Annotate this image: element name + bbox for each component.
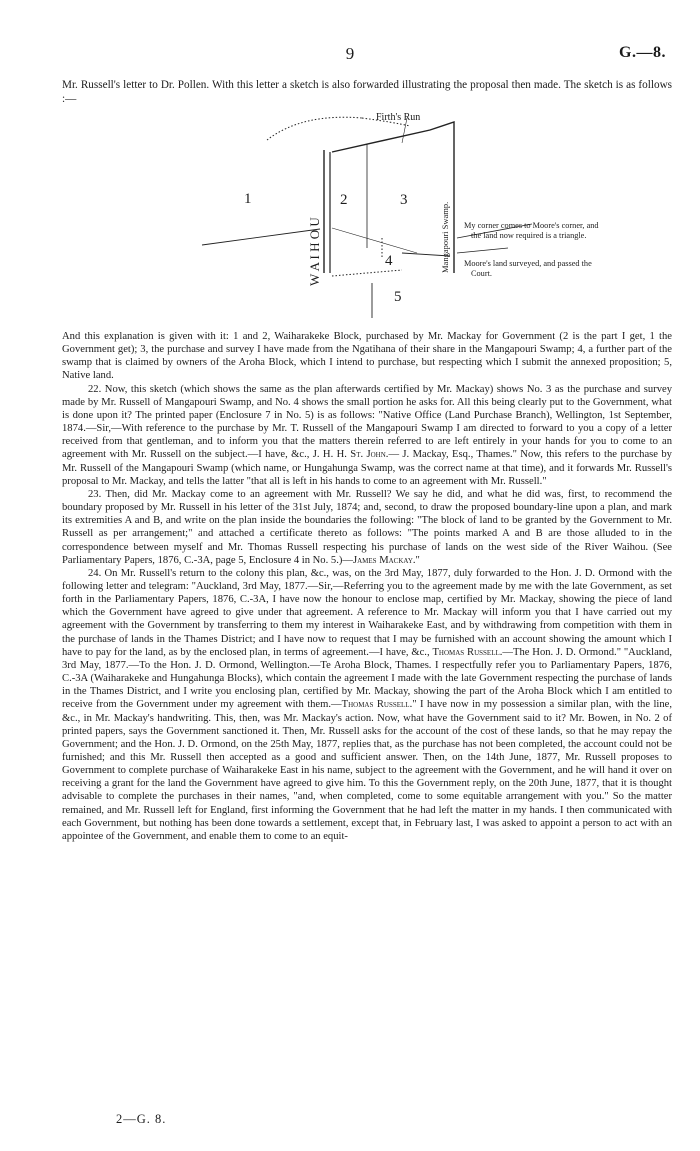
document-reference: G.—8. — [619, 44, 666, 61]
para23-signature: James Mackay — [352, 554, 413, 566]
para22-signature: St. John — [350, 449, 386, 461]
paragraph-explanation: And this explanation is given with it: 1 and 2, Waiharakeke Block, purchased by Mr. Mackay for Government (2 is the part I get, 1 the Government get); 3, the purchase and survey I have made from the Ngatihana of their share in the Mangapouri Swamp; 4, a further part of the swamp that is claimed by owners of the Aroha Block, which I intend to purchase, but respecting which I submit the annexed proposition; 5, Native land. — [62, 331, 672, 382]
paragraph-23 — [62, 488, 672, 567]
note-2-line-b: Court. — [471, 269, 492, 278]
para24-text-c: ." I have now in my possession a similar plan, with the line, &c., in Mr. Mackay's handwriting. This, then, was Mr. Mackay's action. Now, what have the Government said to it? Mr. Bowen, in No. 2 of printed papers, says the Government sanctioned it. Then, Mr. Russell asks for the account of the cost of these lands, so that he may repay the Government; and the Hon. J. D. Ormond, on the 25th May, 1877, replies that, as the purchase has not been completed, the account could not be furnished; and this Mr. Russell then accepted as a good and sufficient answer. Then, on the 14th June, 1877, Mr. Russell proposes to Government to complete purchase of Waiharakeke East in his name, subject to the agreement with the Government, and he will hand it over on receiving a grant for the land the Government have agreed to give him. To this the Government reply, on the 20th June, 1877, that it is thought advisable to complete the purchases in their names, "and, when completed, come to some equitable arrangement with you." So the matter remained, and Mr. Russell left for England, first informing the Government that he had left the matter in my hands. I then communicated with each Government, but nothing has been done towards a settlement, except that, in February last, I was asked to appoint a person to act with an appointee of the Government, and enable them to come to an equit- — [62, 699, 673, 842]
waihou-river-label: W A I H O U — [307, 217, 322, 286]
sketch-svg — [62, 108, 672, 328]
page-number: 9 — [345, 44, 355, 63]
block-1-label: 1 — [244, 191, 252, 207]
block3-boundary — [332, 122, 454, 273]
para22-text-b: .— J. Mackay, Esq., Thames." Now, this refers to the purchase by Mr. Russell of the Mangapouri Swamp (which name, or Hungahunga Swamp, was the correct name at that time), and it forwards Mr. Russell's proposal to Mr. Mackay, and tells the latter "that all is left in his hands to come to an agreement with Mr. Russell." — [62, 449, 672, 487]
para24-signature-2: Thomas Russell — [341, 699, 410, 711]
note2-pointer — [457, 248, 508, 253]
block4-dotted — [332, 270, 402, 276]
block-2-label: 2 — [340, 192, 348, 208]
para23-text-b: ." — [412, 554, 420, 566]
para24-text-a: 24. On Mr. Russell's return to the colony this plan, &c., was, on the 3rd May, 1877, duly forwarded to the Hon. J. D. Ormond with the following letter and telegram: "Auckland, 3rd May, 1877.—Sir,—Referring you to the agreement made by me with the late Government, as set forth in the Parliamentary Papers, 1876, C.-3A, I have now the honour to enclose map, certified by Mr. Mackay, showing the piece of land which the Government have agreed to give under that agreement. A reference to Mr. Mackay will inform you that I have carried out my agreement with the Government by transferring to them my interest in Waiharakeke East, and by withdrawing from competition with them in the purchase of lands in the Thames District; and I have now to request that I may be furnished with an account showing the amount which I have to pay for the land, as by the enclosed plan, in terms of agreement.—I have, &c., — [62, 567, 672, 658]
para23-text-a: 23. Then, did Mr. Mackay come to an agreement with Mr. Russell? We say he did, and what he did was, first, to recommend the boundary proposed by Mr. Russell in his letter of the 31st July, 1874; and, second, to draw the proposed boundary-line upon a plan, and mark its extremities A and B, and write on the plan inside the boundaries the following: "The block of land to be granted by the Government to Mr. Russell as per arrangement;" and attached a certificate thereto as follows: "The points marked A and B are those alluded to in the correspondence between myself and Mr. Thomas Russell respecting his purchase of lands on the west side of the River Waihou. (See Parliamentary Papers, 1876, C.-3A, page 5, Enclosure 4 in No. 5.)— — [62, 488, 672, 566]
block-5-label: 5 — [394, 289, 402, 305]
note-1-line-b: the land now required is a triangle. — [471, 231, 587, 240]
sketch-figure — [62, 108, 672, 328]
body-text — [62, 330, 672, 843]
paragraph-24 — [62, 567, 672, 843]
block-3-label: 3 — [400, 192, 408, 208]
run-dotted-curve — [267, 117, 362, 140]
para24-text-b: .—The Hon. J. D. Ormond." "Auckland, 3rd May, 1877.—To the Hon. J. D. Ormond, Wellington.—Te Aroha Block, Thames. I respectfully refer you to Parliamentary Papers, 1876, C.-3A (Waiharakeke and Hungahunga Blocks), which contain the agreement I made with the late Government respecting the purchase of lands in the Thames District, and I write you enclosing plan, certified by Mr. Mackay, showing the part of the Aroha Block which I am entitled to receive from the Government under my agreement with them.— — [62, 646, 673, 711]
block1-line — [202, 229, 320, 245]
footer-signature: 2—G. 8. — [116, 1112, 167, 1126]
note-2-line-a: Moore's land surveyed, and passed the — [464, 259, 592, 268]
note-1-line-a: My corner comes to Moore's corner, and — [464, 221, 599, 230]
firths-run-label: Firth's Run — [376, 112, 421, 123]
para24-signature-1: Thomas Russell — [432, 646, 500, 658]
paragraph-22 — [62, 383, 672, 488]
para22-text-a: 22. Now, this sketch (which shows the same as the plan afterwards certified by Mr. Mackay) shows No. 3 as the purchase and survey made by Mr. Russell of Mangapouri Swamp, and No. 4 shows the small portion he asks for. All this being clearly put to the Government, what is done upon it? The printed paper (Enclosure 7 in No. 5) is as follows: "Native Office (Land Purchase Branch), Wellington, 1st September, 1874.—Sir,—With reference to the purchase by Mr. T. Russell of the Mangapouri Swamp I am directed to forward to you a copy of a letter received from that gentleman, and to inform you that the matters therein referred to are left entirely in your hands for you to come to an agreement with Mr. Russell on the subject.—I have, &c., J. H. H. — [62, 383, 672, 461]
block-4-label: 4 — [385, 253, 393, 269]
intro-paragraph: Mr. Russell's letter to Dr. Pollen. With this letter a sketch is also forwarded illustrating the proposal then made. The sketch is as follows :— — [62, 79, 672, 105]
mangapouri-swamp-label: Mangapouri Swamp. — [440, 201, 450, 273]
block4-diag — [332, 228, 417, 253]
